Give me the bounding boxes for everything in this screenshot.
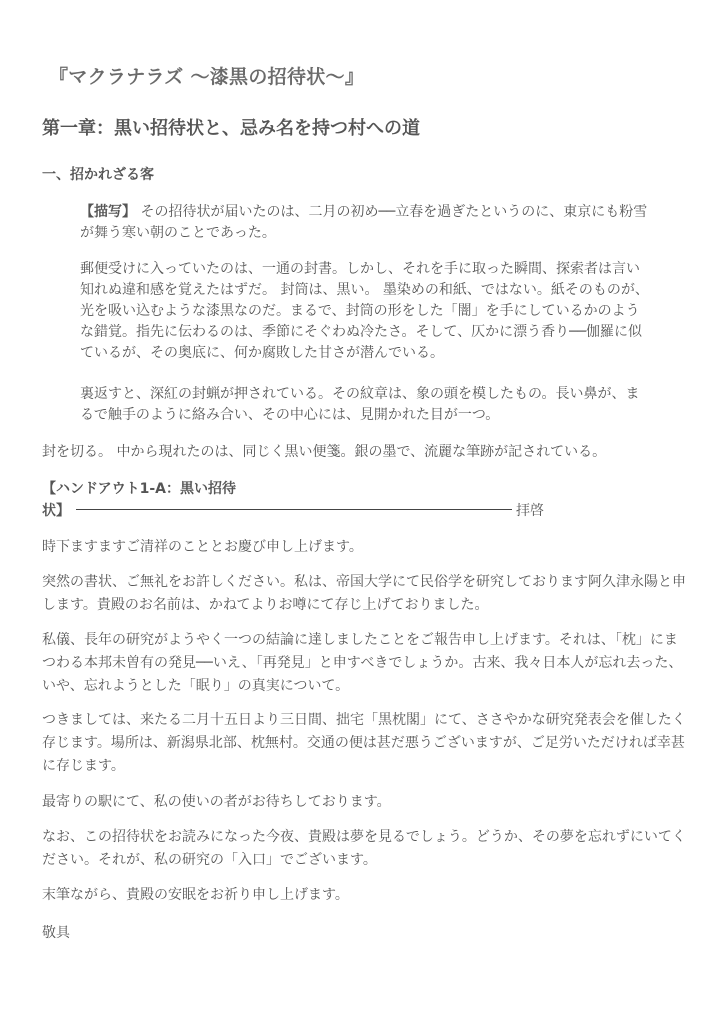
letter-paragraph-3: 私儀、長年の研究がようやく一つの結論に達しましたことをご報告申し上げます。それは、「枕」にまつわる本邦未曽有の発見──いえ、「再発見」と申すべきでしょうか。古来、我々日本人が忘れ去った、いや、忘れようとした「眠り」の真実について。 [42, 632, 683, 694]
description-text: その招待状が届いたのは、二月の初め──立春を過ぎたというのに、東京にも粉雪が舞う寒い朝のことであった。 [80, 204, 648, 241]
letter-paragraph-7: 末筆ながら、貴殿の安眠をお祈り申し上げます。 [42, 887, 349, 903]
handout-label-line1: 【ハンドアウト1-A：黒い招待 [42, 481, 236, 497]
seal-paragraph: 裏返すと、深紅の封蝋が押されている。その紋章は、象の頭を模したもの。長い鼻が、まるで触手のように絡み合い、その中心には、見開かれた目が一つ。 [80, 386, 640, 423]
description-paragraph [80, 202, 650, 244]
letter-closing: 敬具 [42, 925, 70, 941]
letter-greeting: 拝啓 [516, 503, 544, 519]
chapter-heading: 第一章：黒い招待状と、忌み名を持つ村への道 [42, 118, 420, 139]
letter-paragraph-1: 時下ますますご清祥のこととお慶び申し上げます。 [42, 539, 363, 555]
description-label: 【描写】 [80, 204, 136, 220]
open-paragraph: 封を切る。 中から現れたのは、同じく黒い便箋。銀の墨で、流麗な筆跡が記されている。 [42, 444, 607, 460]
section-heading: 一、招かれざる客 [42, 167, 154, 183]
document-title: 『マクラナラズ 〜漆黒の招待状〜』 [49, 66, 365, 88]
letter-paragraph-5: 最寄りの駅にて、私の使いの者がお待ちしております。 [42, 794, 391, 810]
handout-label-line2: 状】 [42, 503, 70, 519]
envelope-paragraph: 郵便受けに入っていたのは、一通の封書。しかし、それを手に取った瞬間、探索者は言い知れぬ違和感を覚えたはずだ。 封筒は、黒い。 墨染めの和紙、ではない。紙そのものが、光を吸い込むような漆黒なのだ。まるで、封筒の形をした「闇」を手にしているかのような錯覚。指先に伝わるのは、季節にそぐわぬ冷たさ。そして、仄かに漂う香り──伽羅に似ているが、その奥底に、何か腐敗した甘さが潜んでいる。 [80, 261, 649, 361]
letter-paragraph-6: なお、この招待状をお読みになった今夜、貴殿は夢を見るでしょう。どうか、その夢を忘れずにいてください。それが、私の研究の「入口」でございます。 [42, 829, 686, 868]
handout-divider [76, 509, 512, 510]
letter-paragraph-2: 突然の書状、ご無礼をお許しください。私は、帝国大学にて民俗学を研究しております阿久津永陽と申します。貴殿のお名前は、かねてよりお噂にて存じ上げておりました。 [42, 574, 686, 613]
letter-paragraph-4: つきましては、来たる二月十五日より三日間、拙宅「黒枕閣」にて、ささやかな研究発表会を催したく存じます。場所は、新潟県北部、枕無村。交通の便は甚だ悪うございますが、ご足労いただければ幸甚に存じます。 [42, 712, 686, 774]
